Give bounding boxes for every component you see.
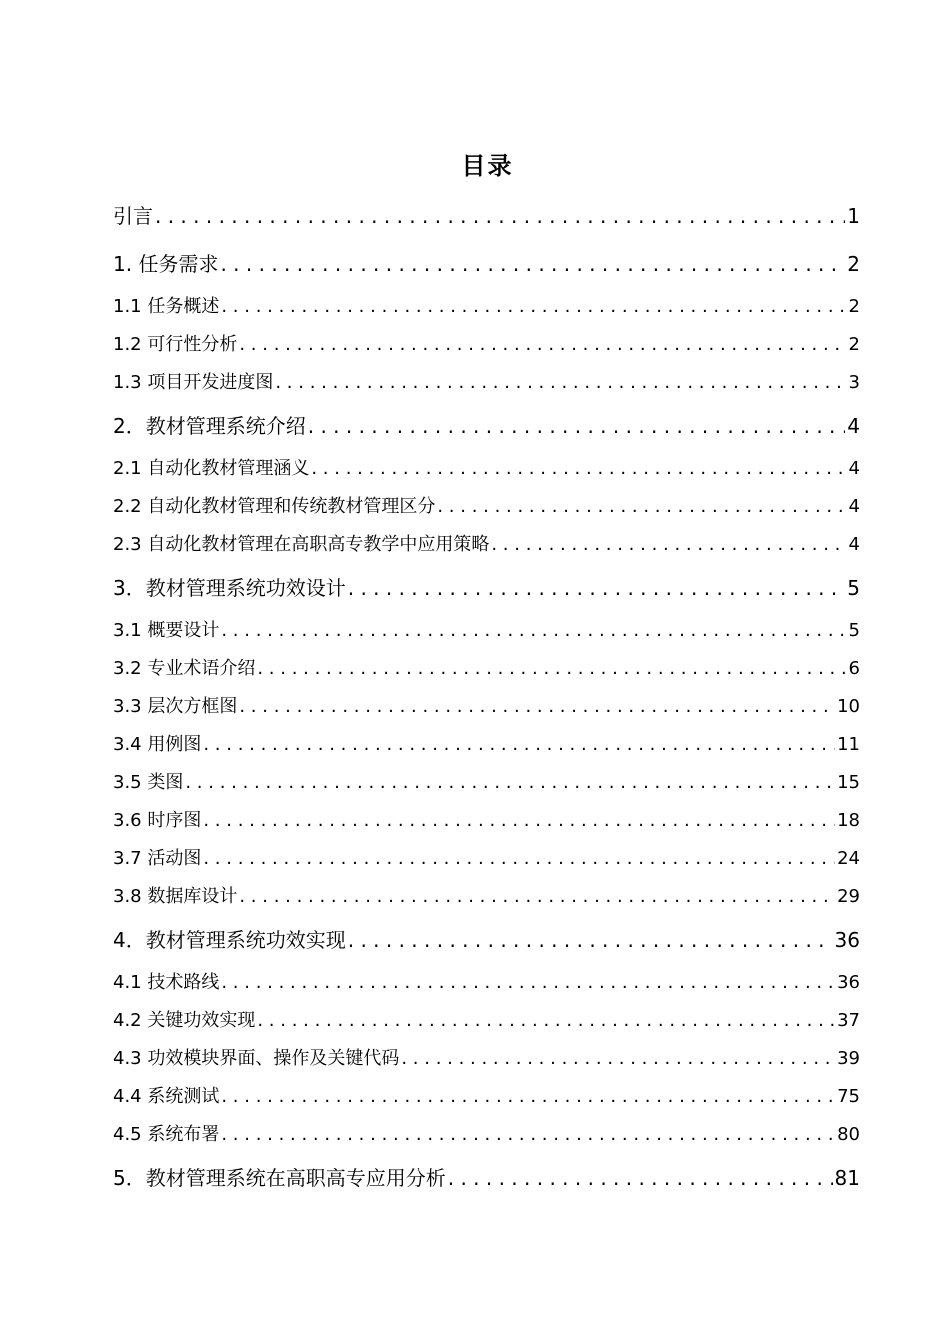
toc-page-number: 37 [837,1010,860,1031]
toc-page-number: 15 [837,772,860,793]
toc-entry-title: 3.6 时序图 [113,810,202,831]
toc-entry[interactable] [113,192,860,240]
toc-entry-title: 4.1 技术路线 [113,972,220,993]
toc-entry-title: 3．教材管理系统功效设计 [113,576,346,600]
toc-page-number: 5 [847,576,860,600]
page-title: 目录 [461,152,514,181]
dot-leader [348,916,833,964]
toc-page-number: 39 [837,1048,860,1069]
toc-entry-title: 1.3 项目开发进度图 [113,372,274,393]
dot-leader [239,688,835,726]
toc-page-number: 24 [837,848,860,869]
toc-entry[interactable] [113,878,860,916]
toc-page-number: 5 [848,620,860,641]
toc-page-number: 6 [848,658,860,679]
dot-leader [185,764,835,802]
toc-entry[interactable] [113,1078,860,1116]
toc-entry-title: 3.8 数据库设计 [113,886,238,907]
toc-page-number: 11 [837,734,860,755]
toc-page-number: 1 [847,204,860,228]
toc-entry-title: 引言 [113,204,153,228]
dot-leader [203,802,835,840]
toc-page-number: 2 [848,334,860,355]
dot-leader [221,1078,835,1116]
toc-entry[interactable] [113,1040,860,1078]
dot-leader [308,402,846,450]
toc-entry-title: 5．教材管理系统在高职高专应用分析 [113,1166,446,1190]
dot-leader [448,1154,833,1202]
toc-entry-title: 3.5 类图 [113,772,184,793]
toc-entry[interactable] [113,840,860,878]
toc-entry[interactable] [113,240,860,288]
toc-entry-title: 1.1 任务概述 [113,296,220,317]
toc-entry[interactable] [113,650,860,688]
toc-entry[interactable] [113,488,860,526]
toc-entry[interactable] [113,726,860,764]
toc-entry-title: 4.2 关键功效实现 [113,1010,256,1031]
dot-leader [221,1116,835,1154]
dot-leader [221,612,846,650]
dot-leader [220,240,845,288]
toc-page-number: 29 [837,886,860,907]
toc-entry-title: 3.2 专业术语介绍 [113,658,256,679]
toc-entry-title: 3.1 概要设计 [113,620,220,641]
toc-entry-title: 2.1 自动化教材管理涵义 [113,458,310,479]
toc-page-number: 80 [837,1124,860,1145]
toc-entry[interactable] [113,1154,860,1202]
toc-page-number: 2 [847,252,860,276]
toc-page-number: 2 [848,296,860,317]
dot-leader [257,1002,835,1040]
toc-entry[interactable] [113,764,860,802]
dot-leader [155,192,845,240]
table-of-contents [113,192,860,1202]
toc-page-number: 4 [847,414,860,438]
toc-entry-title: 4.3 功效模块界面、操作及关键代码 [113,1048,400,1069]
dot-leader [239,878,835,916]
toc-entry-title: 1.2 可行性分析 [113,334,238,355]
toc-entry-title: 2.2 自动化教材管理和传统教材管理区分 [113,496,436,517]
toc-entry-title: 2．教材管理系统介绍 [113,414,306,438]
toc-entry-title: 4．教材管理系统功效实现 [113,928,346,952]
toc-page-number: 18 [837,810,860,831]
dot-leader [257,650,846,688]
dot-leader [203,726,835,764]
toc-page-number: 4 [848,496,860,517]
toc-entry[interactable] [113,688,860,726]
toc-page-number: 3 [848,372,860,393]
toc-entry[interactable] [113,364,860,402]
toc-page-number: 4 [848,458,860,479]
dot-leader [491,526,846,564]
toc-entry[interactable] [113,450,860,488]
toc-entry-title: 3.3 层次方框图 [113,696,238,717]
toc-entry[interactable] [113,288,860,326]
dot-leader [348,564,846,612]
toc-entry[interactable] [113,1116,860,1154]
toc-page-number: 81 [834,1166,860,1190]
toc-entry-title: 4.4 系统测试 [113,1086,220,1107]
toc-entry[interactable] [113,612,860,650]
toc-entry-title: 2.3 自动化教材管理在高职高专教学中应用策略 [113,534,490,555]
toc-entry[interactable] [113,1002,860,1040]
toc-entry[interactable] [113,564,860,612]
dot-leader [275,364,846,402]
toc-entry-title: 4.5 系统布署 [113,1124,220,1145]
dot-leader [203,840,835,878]
toc-entry-title: 1. 任务需求 [113,252,219,276]
toc-entry[interactable] [113,916,860,964]
dot-leader [401,1040,835,1078]
toc-page-number: 36 [834,928,860,952]
toc-page-number: 4 [848,534,860,555]
toc-page-number: 75 [837,1086,860,1107]
toc-entry-title: 3.7 活动图 [113,848,202,869]
toc-entry[interactable] [113,402,860,450]
dot-leader [221,964,835,1002]
toc-entry[interactable] [113,326,860,364]
toc-entry[interactable] [113,964,860,1002]
toc-page-number: 10 [837,696,860,717]
toc-page-number: 36 [837,972,860,993]
toc-entry[interactable] [113,802,860,840]
toc-entry[interactable] [113,526,860,564]
dot-leader [221,288,846,326]
dot-leader [311,450,846,488]
dot-leader [437,488,846,526]
dot-leader [239,326,846,364]
toc-entry-title: 3.4 用例图 [113,734,202,755]
